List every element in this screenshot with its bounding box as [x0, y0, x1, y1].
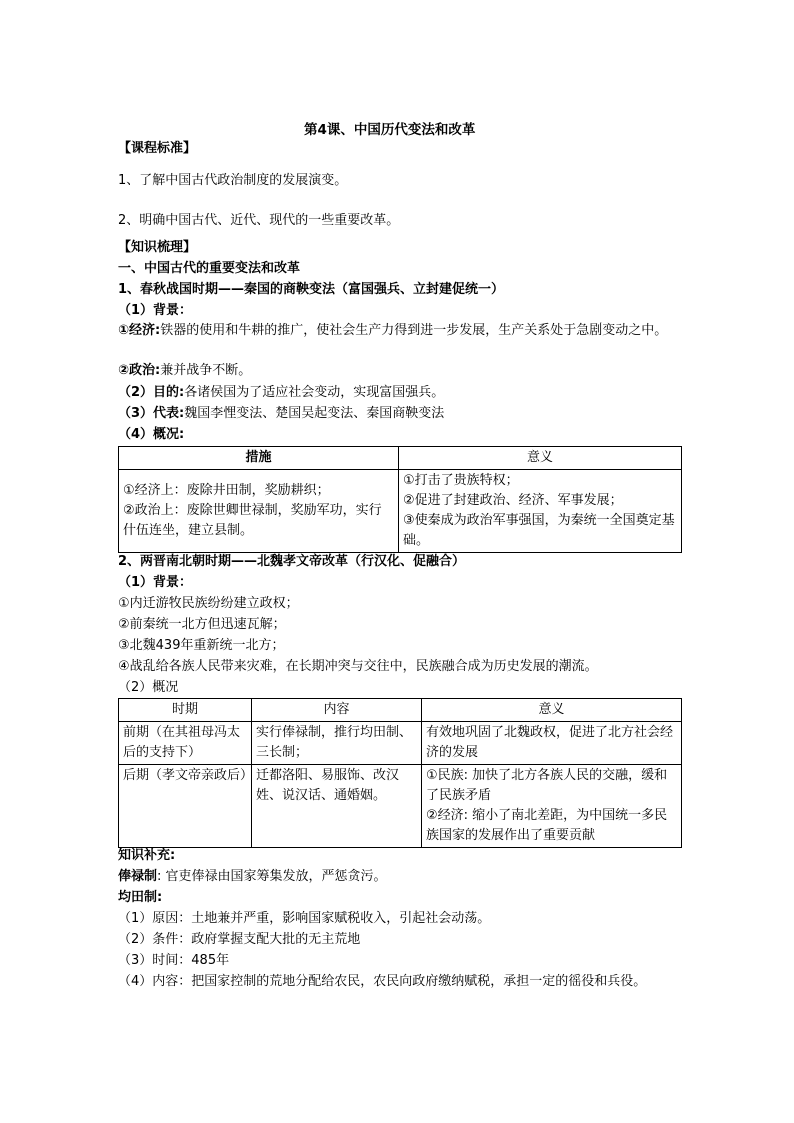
xiaowen-background-item: ③北魏439年重新统一北方；: [118, 638, 285, 653]
xiaowen-heading: 2、两晋南北朝时期——北魏孝文帝改革（行汉化、促融合）: [118, 554, 466, 569]
header-significance: 意义: [399, 447, 682, 470]
significance-item: ①民族: 加快了北方各族人民的交融，缓和了民族矛盾: [426, 768, 668, 803]
purpose-label: （2）目的:: [118, 385, 185, 400]
content-cell: 实行俸禄制，推行均田制、三长制；: [252, 722, 422, 765]
header-significance: 意义: [422, 699, 682, 722]
salary-system: [118, 868, 387, 886]
politics-label: ②政治:: [118, 363, 161, 378]
table-header-row: [119, 699, 682, 722]
period-cell: 前期（在其祖母冯太后的支持下）: [119, 722, 252, 765]
land-item: （1）原因：土地兼并严重，影响国家赋税收入，引起社会动荡。: [118, 911, 491, 926]
header-content: 内容: [252, 699, 422, 722]
xiaowen-background-item: ④战乱给各族人民带来灾难，在长期冲突与交往中，民族融合成为历史发展的潮流。: [118, 659, 598, 674]
shang-yang-overview-label: （4）概况:: [118, 427, 185, 442]
course-standard-item-2: 2、明确中国古代、近代、现代的一些重要改革。: [118, 213, 400, 228]
shang-yang-background-label: （1）背景：: [118, 303, 193, 318]
table-row: [119, 722, 682, 765]
measure-item: ①经济上：废除井田制，奖励耕织；: [123, 483, 330, 498]
xiaowen-background-item: ①内迁游牧民族纷纷建立政权；: [118, 596, 299, 611]
period-cell: 后期（孝文帝亲政后）: [119, 765, 252, 848]
land-item: （2）条件：政府掌握支配大批的无主荒地: [118, 932, 361, 947]
significance-item: ②经济: 缩小了南北差距，为中国统一多民族国家的发展作出了重要贡献: [426, 808, 668, 843]
xiaowen-background-label: （1）背景：: [118, 575, 193, 590]
salary-text: : 官吏俸禄由国家筹集发放，严惩贪污。: [157, 869, 387, 884]
section-1-heading: 一、中国古代的重要变法和改革: [118, 261, 301, 276]
land-colon: :: [157, 890, 163, 905]
significance-item: ①打击了贵族特权；: [403, 473, 519, 488]
shang-yang-purpose: [118, 384, 444, 402]
representatives-label: （3）代表:: [118, 406, 185, 421]
significance-cell: [399, 470, 682, 553]
politics-text: 兼并战争不断。: [160, 363, 252, 378]
table-header-row: [119, 447, 682, 470]
header-measures: 措施: [119, 447, 399, 470]
purpose-text: 各诸侯国为了适应社会变动，实现富国强兵。: [184, 385, 445, 400]
salary-label: 俸禄制: [118, 869, 158, 884]
table-row: [119, 470, 682, 553]
supplement-heading: 知识补充:: [118, 848, 176, 863]
measures-cell: [119, 470, 399, 553]
shang-yang-economy: [118, 321, 681, 341]
economy-label: ①经济:: [118, 323, 161, 338]
measure-item: ②政治上：废除世卿世禄制，奖励军功，实行什伍连坐，建立县制。: [123, 503, 382, 538]
land-item: （3）时间：485年: [118, 953, 230, 968]
significance-cell: [422, 765, 682, 848]
significance-cell: 有效地巩固了北魏政权，促进了北方社会经济的发展: [422, 722, 682, 765]
content-cell: 迁都洛阳、易服饰、改汉姓、说汉话、通婚姻。: [252, 765, 422, 848]
table-row: [119, 765, 682, 848]
significance-item: ②促进了封建政治、经济、军事发展；: [403, 493, 623, 508]
shang-yang-heading: 1、春秋战国时期——秦国的商鞅变法（富国强兵、立封建促统一）: [118, 282, 505, 297]
course-standard-heading: 【课程标准】: [118, 141, 197, 156]
knowledge-heading: 【知识梳理】: [118, 240, 197, 255]
header-period: 时期: [119, 699, 252, 722]
land-system-label: [118, 889, 162, 907]
land-label: 均田制: [118, 890, 158, 905]
significance-item: ③使秦成为政治军事强国，为秦统一全国奠定基础。: [403, 513, 675, 548]
xiaowen-background-item: ②前秦统一北方但迅速瓦解；: [118, 617, 286, 632]
economy-text: 铁器的使用和牛耕的推广，使社会生产力得到进一步发展，生产关系处于急剧变动之中。: [160, 323, 668, 338]
page-title: 第4课、中国历代变法和改革: [304, 122, 476, 138]
shang-yang-table: [118, 446, 682, 553]
shang-yang-politics: [118, 362, 251, 380]
xiaowen-table: [118, 698, 682, 848]
land-item: （4）内容：把国家控制的荒地分配给农民，农民向政府缴纳赋税，承担一定的徭役和兵役。: [118, 974, 647, 989]
representatives-text: 魏国李悝变法、楚国吴起变法、秦国商鞅变法: [184, 406, 445, 421]
course-standard-item-1: 1、了解中国古代政治制度的发展演变。: [118, 173, 348, 188]
xiaowen-overview-label: （2）概况: [118, 680, 179, 695]
shang-yang-representatives: [118, 405, 444, 423]
